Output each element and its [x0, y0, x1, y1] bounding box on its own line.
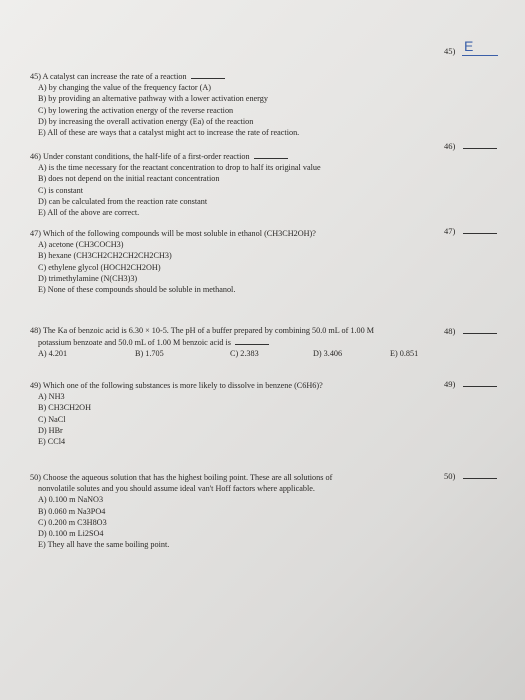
question-45-option-d: D) by increasing the overall activation energy (Ea) of the reaction: [38, 116, 254, 126]
question-47: [30, 228, 440, 295]
question-48-stem-continued: potassium benzoate and 50.0 mL of 1.00 M benzoic acid is: [38, 338, 231, 348]
question-45-stem: 45) A catalyst can increase the rate of a reaction: [30, 72, 187, 81]
question-46-blank: [254, 150, 288, 159]
question-49-option-b: B) CH3CH2OH: [38, 403, 91, 413]
question-47-option-b: B) hexane (CH3CH2CH2CH2CH2CH3): [38, 251, 172, 261]
question-50-option-a: A) 0.100 m NaNO3: [38, 495, 104, 505]
question-48-option-a: A) 4.201: [38, 349, 68, 359]
question-49-number: 49): [444, 378, 497, 389]
question-46-option-c: C) is constant: [38, 185, 84, 195]
question-45-option-b: B) by providing an alternative pathway with a lower activation energy: [38, 94, 268, 104]
question-50-option-d: D) 0.100 m Li2SO4: [38, 529, 104, 539]
question-50-option-b: B) 0.060 m Na3PO4: [38, 506, 106, 516]
question-46-option-d: D) can be calculated from the reaction rate constant: [38, 196, 208, 206]
question-50-option-c: C) 0.200 m C3H8O3: [38, 517, 107, 527]
question-50-stem: 50) Choose the aqueous solution that has the highest boiling point. These are all solutions of: [30, 473, 333, 482]
question-48-blank: [235, 336, 269, 345]
question-48: [30, 325, 440, 360]
question-45-handwritten-answer: E: [464, 38, 474, 54]
question-46-stem: 46) Under constant conditions, the half-life of a first-order reaction: [30, 152, 250, 161]
question-45-blank: [191, 70, 225, 79]
question-45-option-c: C) by lowering the activation energy of the reverse reaction: [38, 105, 234, 115]
question-45-answer-line: [462, 55, 498, 56]
question-47-option-e: E) None of these compounds should be soluble in methanol.: [38, 285, 236, 295]
question-45-option-e: E) All of these are ways that a catalyst might act to increase the rate of reaction.: [38, 128, 300, 138]
question-49-option-e: E) CCl4: [38, 437, 66, 447]
question-49-option-c: C) NaCl: [38, 414, 66, 424]
question-46-option-b: B) does not depend on the initial reactant concentration: [38, 174, 220, 184]
question-45-number: 45): [444, 46, 456, 56]
question-46-option-e: E) All of the above are correct.: [38, 208, 140, 218]
question-47-stem: 47) Which of the following compounds will be most soluble in ethanol (CH3CH2OH)?: [30, 229, 316, 238]
question-49-stem: 49) Which one of the following substances is more likely to dissolve in benzene (C6H6)?: [30, 381, 323, 390]
question-47-option-d: D) trimethylamine (N(CH3)3): [38, 273, 138, 283]
question-45: [30, 70, 440, 138]
question-46-option-a: A) is the time necessary for the reactant concentration to drop to half its original value: [38, 163, 321, 173]
question-47-option-c: C) ethylene glycol (HOCH2CH2OH): [38, 262, 161, 272]
question-46-number: 46): [444, 140, 497, 151]
question-48-options-row: [30, 348, 440, 359]
question-48-option-d: D) 3.406: [313, 349, 343, 359]
question-47-number: 47): [444, 225, 497, 236]
question-48-stem: 48) The Ka of benzoic acid is 6.30 × 10-5. The pH of a buffer prepared by combining 50.0 mL of 1.00 M: [30, 326, 375, 335]
question-50: [30, 472, 440, 550]
question-48-option-e: E) 0.851: [390, 349, 419, 359]
question-50-number: 50): [444, 470, 497, 481]
question-49-option-a: A) NH3: [38, 392, 65, 402]
question-49-option-d: D) HBr: [38, 425, 63, 435]
question-50-stem-continued: nonvolatile solutes and you should assume ideal van't Hoff factors where applicable.: [38, 484, 315, 494]
question-46: [30, 150, 440, 218]
question-48-number: 48): [444, 325, 497, 336]
question-49: [30, 380, 440, 447]
question-48-option-b: B) 1.705: [135, 349, 164, 359]
question-47-option-a: A) acetone (CH3COCH3): [38, 240, 124, 250]
question-48-option-c: C) 2.383: [230, 349, 259, 359]
question-45-option-a: A) by changing the value of the frequency factor (A): [38, 83, 212, 93]
question-50-option-e: E) They all have the same boiling point.: [38, 540, 170, 550]
